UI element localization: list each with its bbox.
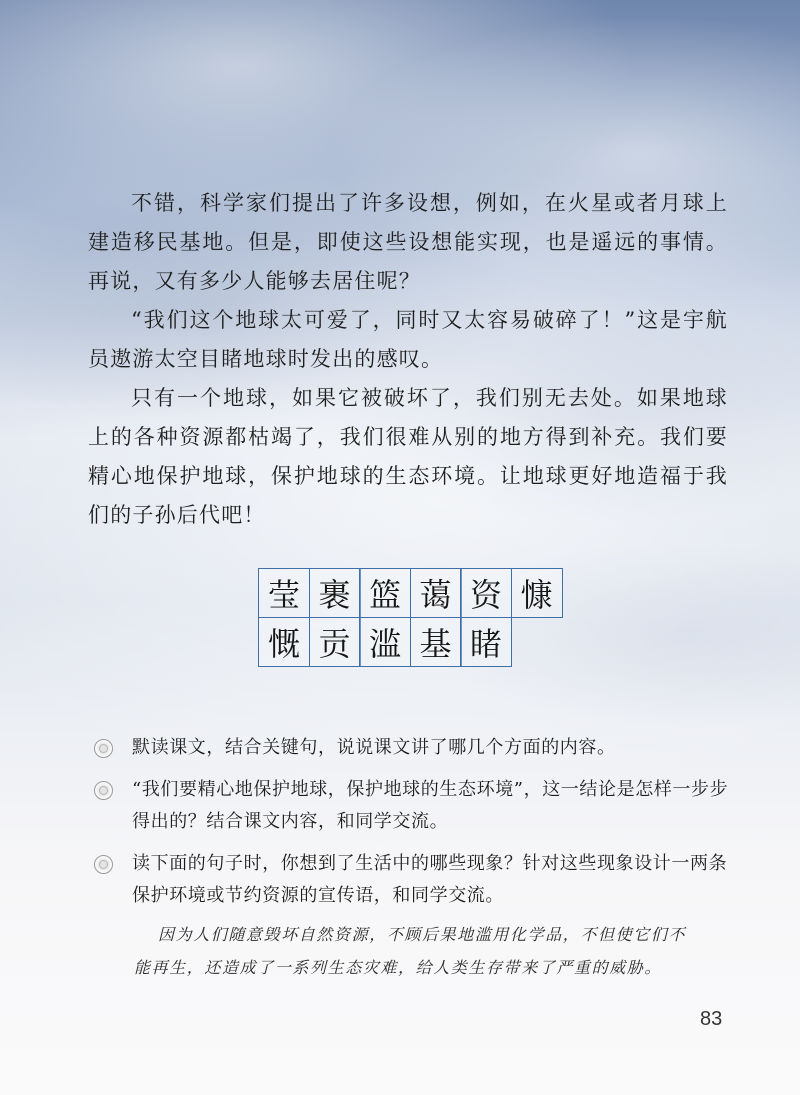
exercise-text: 读下面的句子时，你想到了生活中的哪些现象？针对这些现象设计一两条保护环境或节约资源的宣传语，和同学交流。 (132, 853, 728, 906)
exercise-item-3 (88, 848, 738, 912)
quote-line-2: 能再生，还造成了一系列生态灾难，给人类生存带来了严重的威胁。 (134, 958, 663, 977)
paragraph-1: 不错，科学家们提出了许多设想，例如，在火星或者月球上建造移民基地。但是，即使这些设想能实现，也是遥远的事情。再说，又有多少人能够去居住呢？ (88, 191, 728, 293)
character-cell: 莹 (258, 568, 310, 618)
exercise-list (88, 732, 738, 984)
character-cell: 裹 (309, 568, 361, 618)
character-cell: 蔼 (410, 568, 462, 618)
paragraph-2: “我们这个地球太可爱了，同时又太容易破碎了！”这是宇航员遨游太空目睹地球时发出的感叹。 (88, 308, 728, 371)
character-cell: 睹 (460, 617, 512, 667)
exercise-bullet-icon (94, 739, 113, 758)
exercise-item-2 (88, 774, 738, 838)
new-characters-grid (258, 568, 561, 665)
exercise-text: “我们要精心地保护地球，保护地球的生态环境”，这一结论是怎样一步步得出的？结合课文内容，和同学交流。 (132, 779, 729, 832)
character-cell: 慷 (511, 568, 563, 618)
character-cell: 慨 (258, 617, 310, 667)
character-cell: 贡 (309, 617, 361, 667)
exercise-text: 默读课文，结合关键句，说说课文讲了哪几个方面的内容。 (132, 737, 616, 758)
character-cell: 滥 (359, 617, 411, 667)
exercise-bullet-icon (94, 855, 113, 874)
paragraph-3: 只有一个地球，如果它被破坏了，我们别无去处。如果地球上的各种资源都枯竭了，我们很难从别的地方得到补充。我们要精心地保护地球，保护地球的生态环境。让地球更好地造福于我们的子孙后代吧！ (88, 386, 728, 527)
exercise-item-1 (88, 732, 738, 764)
quote-line-1: 因为人们随意毁坏自然资源，不顾后果地滥用化学品，不但使它们不 (158, 925, 687, 944)
character-cell: 基 (410, 617, 462, 667)
quoted-sentence (88, 918, 738, 984)
page-number: 83 (700, 1008, 723, 1030)
characters-row-1 (258, 568, 561, 617)
exercise-bullet-icon (94, 781, 113, 800)
passage-text (88, 184, 728, 535)
character-cell: 篮 (359, 568, 411, 618)
character-cell: 资 (460, 568, 512, 618)
characters-row-2 (258, 617, 561, 666)
